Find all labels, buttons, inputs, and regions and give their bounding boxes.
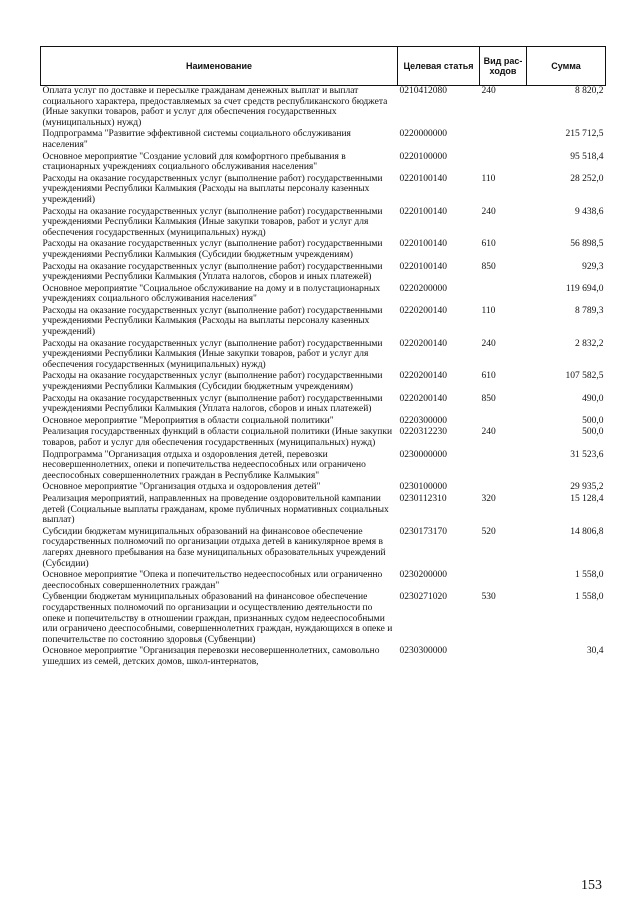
row-name: Расходы на оказание государственных услуг (выполнение работ) государственными учреждениями Республики Калмыкия (Уплата налогов, сборов и иных платежей)	[42, 393, 383, 415]
row-expense-type: 520	[481, 526, 496, 537]
row-expense-type	[480, 450, 527, 483]
table-row	[41, 427, 606, 449]
table-row	[41, 394, 606, 416]
row-sum: 929,3	[582, 261, 604, 272]
row-code: 0230300000	[399, 646, 447, 657]
row-code: 0230173170	[399, 526, 447, 537]
row-sum: 30,4	[586, 646, 604, 657]
row-code: 0220200140	[399, 305, 447, 316]
table-header-row	[41, 47, 606, 86]
row-code: 0220200000	[399, 283, 447, 294]
row-code: 0220300000	[399, 415, 447, 426]
row-code: 0210412080	[399, 86, 447, 96]
row-sum: 14 806,8	[570, 526, 604, 537]
table-row	[41, 494, 606, 527]
row-expense-type	[480, 570, 527, 592]
row-expense-type	[480, 416, 527, 428]
row-expense-type: 240	[481, 206, 496, 217]
row-name: Подпрограмма "Организация отдыха и оздоровления детей, перевозки несовершеннолетних, опеки и попечительства недееспособных или ограничено дееспособных совершеннолетних граждан в Республике Калмыкия"	[42, 449, 366, 481]
row-name: Расходы на оказание государственных услуг (выполнение работ) государственными учреждениями Республики Калмыкия (Уплата налогов, сборов и иных платежей)	[42, 261, 383, 283]
table-row	[41, 646, 606, 668]
table-row	[41, 86, 606, 130]
row-code: 0220100140	[399, 173, 447, 184]
row-sum: 56 898,5	[570, 239, 604, 250]
row-name: Субсидии бюджетам муниципальных образований на финансовое обеспечение государственных полномочий по организации отдыха детей в каникулярное время в лагерях дневного пребывания на базе муниципальных образовательных учреждений (Субсидии)	[42, 526, 386, 569]
row-name: Расходы на оказание государственных услуг (выполнение работ) государственными учреждениями Республики Калмыкия (Субсидии бюджетным учреждениям)	[42, 371, 383, 393]
row-sum: 490,0	[582, 393, 604, 404]
row-expense-type: 610	[481, 371, 496, 382]
table-row	[41, 262, 606, 284]
row-code: 0220100140	[399, 206, 447, 217]
row-expense-type	[480, 482, 527, 494]
row-sum: 1 558,0	[575, 570, 604, 581]
row-sum: 2 832,2	[575, 338, 604, 349]
row-code: 0230271020	[399, 592, 447, 603]
row-expense-type: 320	[481, 493, 496, 504]
row-name: Оплата услуг по доставке и пересылке гражданам денежных выплат и выплат социального характера, предоставляемых за счет средств республиканского бюджета (Иные закупки товаров, работ и услуг для обеспечения государственных (муниципальных) нужд)	[42, 86, 388, 128]
row-name: Расходы на оказание государственных услуг (выполнение работ) государственными учреждениями Республики Калмыкия (Иные закупки товаров, работ и услуг для обеспечения государственных (муниципальных) нужд)	[42, 338, 383, 370]
row-sum: 215 712,5	[565, 129, 604, 140]
row-code: 0220312230	[399, 427, 447, 438]
row-expense-type: 240	[481, 86, 496, 96]
row-sum: 29 935,2	[570, 482, 604, 493]
row-expense-type	[480, 646, 527, 668]
row-sum: 119 694,0	[565, 283, 604, 294]
row-sum: 107 582,5	[565, 371, 604, 382]
row-expense-type: 610	[481, 239, 496, 250]
table-body	[41, 86, 606, 669]
row-code: 0230100000	[399, 482, 447, 493]
row-sum: 15 128,4	[570, 493, 604, 504]
row-expense-type: 240	[481, 338, 496, 349]
row-sum: 31 523,6	[570, 449, 604, 460]
row-name: Основное мероприятие "Социальное обслуживание на дому и в полустационарных учреждениях социального обслуживания населения"	[42, 283, 381, 305]
row-name: Основное мероприятие "Создание условий для комфортного пребывания в стационарных учреждениях социального обслуживания населения"	[42, 151, 346, 173]
table-row	[41, 482, 606, 494]
row-code: 0220100000	[399, 151, 447, 162]
table-row	[41, 592, 606, 646]
row-name: Реализация мероприятий, направленных на проведение оздоровительной кампании детей (Социальные выплаты гражданам, кроме публичных нормативных социальных выплат)	[42, 493, 389, 526]
row-name: Расходы на оказание государственных услуг (выполнение работ) государственными учреждениями Республики Калмыкия (Расходы на выплаты персоналу казенных учреждений)	[42, 305, 383, 338]
row-code: 0220100140	[399, 261, 447, 272]
header-expense-type: Вид рас-ходов	[480, 47, 527, 86]
row-expense-type	[480, 152, 527, 174]
row-expense-type	[480, 129, 527, 151]
row-sum: 500,0	[582, 427, 604, 438]
row-expense-type: 850	[481, 261, 496, 272]
row-sum: 8 789,3	[575, 305, 604, 316]
table-row	[41, 527, 606, 570]
row-sum: 8 820,2	[575, 86, 604, 96]
header-name: Наименование	[41, 47, 398, 86]
row-expense-type: 530	[481, 592, 496, 603]
row-code: 0220200140	[399, 371, 447, 382]
row-name: Основное мероприятие "Организация перевозки несовершеннолетних, самовольно ушедших из семей, детских домов, школ-интернатов,	[42, 646, 380, 667]
row-name: Расходы на оказание государственных услуг (выполнение работ) государственными учреждениями Республики Калмыкия (Расходы на выплаты персоналу казенных учреждений)	[42, 173, 383, 205]
header-code: Целевая статья	[398, 47, 480, 86]
row-code: 0230112310	[399, 493, 447, 504]
row-name: Расходы на оказание государственных услуг (выполнение работ) государственными учреждениями Республики Калмыкия (Иные закупки товаров, работ и услуг для обеспечения государственных (муниципальных) нужд)	[42, 206, 383, 238]
row-expense-type: 850	[481, 393, 496, 404]
row-sum: 500,0	[582, 415, 604, 426]
header-sum: Сумма	[527, 47, 606, 86]
table-row	[41, 339, 606, 372]
row-sum: 28 252,0	[570, 173, 604, 184]
row-expense-type: 240	[481, 427, 496, 438]
table-row	[41, 129, 606, 151]
table-row	[41, 152, 606, 174]
table-row	[41, 239, 606, 261]
row-code: 0220200140	[399, 338, 447, 349]
table-row	[41, 284, 606, 306]
row-name: Реализация государственных функций в области социальной политики (Иные закупки товаров, работ и услуг для обеспечения государственных (муниципальных) нужд)	[42, 427, 393, 448]
row-name: Субвенции бюджетам муниципальных образований на финансовое обеспечение государственных полномочий по организации и осуществлению деятельности по опеке и попечительству в отношении граждан, признанных судом недееспособными или ограничено дееспособными, совершеннолетних граждан, нуждающихся в опеке и попечительстве по состоянию здоровья (Субвенции)	[42, 592, 393, 645]
table-row	[41, 306, 606, 339]
table-row	[41, 450, 606, 483]
row-name: Основное мероприятие "Организация отдыха и оздоровления детей"	[42, 482, 321, 493]
row-sum: 9 438,6	[575, 206, 604, 217]
row-code: 0230000000	[399, 449, 447, 460]
row-code: 0220100140	[399, 239, 447, 250]
table-row	[41, 570, 606, 592]
row-code: 0220000000	[399, 129, 447, 140]
row-code: 0230200000	[399, 570, 447, 581]
row-name: Основное мероприятие "Опека и попечительство недееспособных или ограниченно дееспособных совершеннолетних граждан"	[42, 570, 383, 591]
page-number: 153	[581, 878, 602, 893]
row-sum: 95 518,4	[570, 151, 604, 162]
row-code: 0220200140	[399, 393, 447, 404]
row-name: Подпрограмма "Развитие эффективной системы социального обслуживания населения"	[42, 129, 351, 150]
table-row	[41, 371, 606, 393]
row-name: Основное мероприятие "Мероприятия в области социальной политики"	[42, 415, 334, 426]
row-expense-type: 110	[481, 305, 496, 316]
row-sum: 1 558,0	[575, 592, 604, 603]
table-row	[41, 416, 606, 428]
row-expense-type: 110	[481, 173, 496, 184]
row-name: Расходы на оказание государственных услуг (выполнение работ) государственными учреждениями Республики Калмыкия (Субсидии бюджетным учреждениям)	[42, 239, 383, 260]
budget-table	[40, 46, 606, 668]
table-row	[41, 207, 606, 240]
table-row	[41, 174, 606, 207]
row-expense-type	[480, 284, 527, 306]
